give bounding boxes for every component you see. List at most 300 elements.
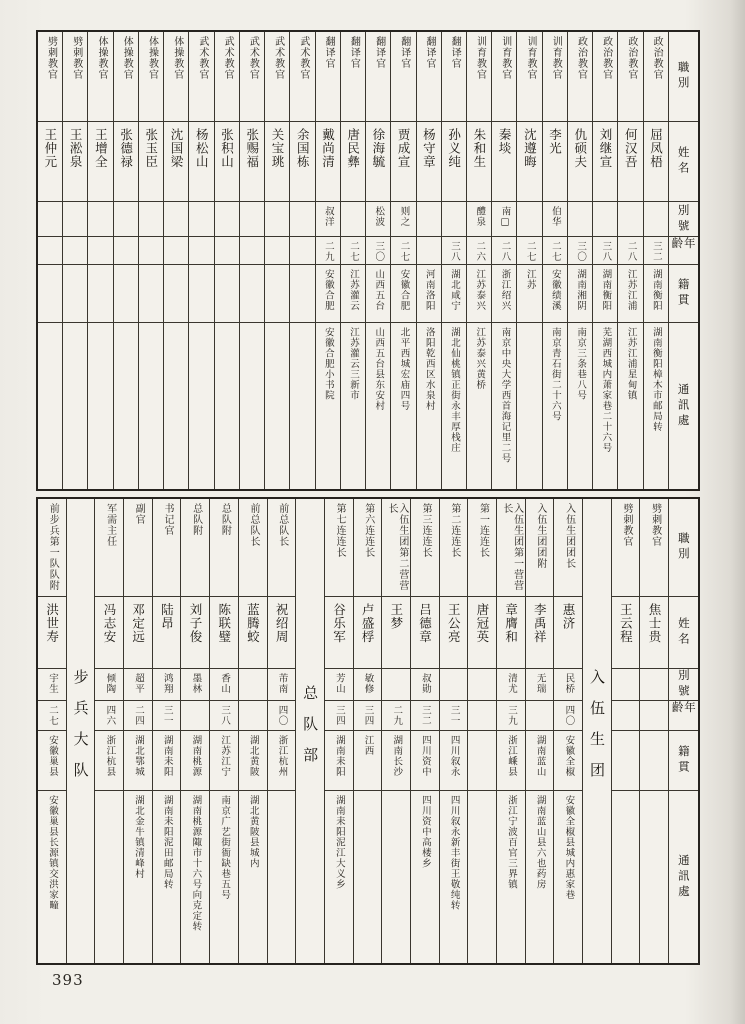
age-cell <box>497 701 525 731</box>
alias-text: 民桥 <box>563 673 575 694</box>
age-cell <box>240 237 264 265</box>
name-text: 王公亮 <box>446 603 462 644</box>
role-text: 第一连连长 <box>477 503 489 558</box>
address-cell <box>114 323 138 489</box>
address-cell <box>417 323 441 489</box>
role-cell <box>593 32 617 122</box>
origin-cell <box>325 731 353 791</box>
section-label: 总队部 <box>301 684 320 778</box>
role-text: 体操教官 <box>95 36 107 80</box>
age-text: 三〇 <box>373 241 385 262</box>
address-cell <box>526 791 554 963</box>
section-label: 步兵大队 <box>71 669 90 793</box>
role-text: 第三连连长 <box>420 503 432 558</box>
alias-cell <box>268 669 296 701</box>
person-column <box>38 499 66 963</box>
alias-cell <box>442 202 466 237</box>
role-cell <box>517 32 541 122</box>
alias-cell <box>526 669 554 701</box>
origin-cell <box>442 265 466 323</box>
name-text: 戴尚清 <box>320 128 336 169</box>
alias-cell <box>468 669 496 701</box>
origin-text: 湖南长沙 <box>391 735 403 777</box>
address-cell <box>382 791 410 963</box>
alias-cell <box>492 202 516 237</box>
alias-cell <box>215 202 239 237</box>
alias-text: 则之 <box>398 206 410 227</box>
origin-text: 湖南耒阳 <box>333 735 345 777</box>
origin-cell <box>391 265 415 323</box>
name-cell <box>268 597 296 669</box>
alias-text: 宇生 <box>46 673 58 694</box>
age-text: 三八 <box>600 241 612 262</box>
role-cell <box>88 32 112 122</box>
age-text: 三四 <box>362 705 374 726</box>
age-cell <box>612 701 640 731</box>
age-cell <box>95 701 123 731</box>
name-text: 王增全 <box>93 128 109 169</box>
address-cell <box>366 323 390 489</box>
address-cell <box>644 323 668 489</box>
age-cell <box>391 237 415 265</box>
person-column <box>439 499 468 963</box>
address-text: 江苏江浦星甸镇 <box>625 327 637 401</box>
role-cell <box>468 499 496 597</box>
name-text: 刘子俊 <box>188 603 204 644</box>
name-cell <box>526 597 554 669</box>
person-column <box>188 32 213 489</box>
role-cell <box>497 499 525 597</box>
age-text: 二七 <box>398 241 410 262</box>
name-text: 余国栋 <box>295 128 311 169</box>
name-text: 杨守章 <box>421 128 437 169</box>
alias-cell <box>210 669 238 701</box>
age-cell <box>554 701 582 731</box>
role-cell <box>354 499 382 597</box>
alias-cell <box>593 202 617 237</box>
section-divider-cell <box>296 499 324 963</box>
origin-cell <box>63 265 87 323</box>
person-column <box>353 499 382 963</box>
name-text: 李禹祥 <box>532 603 548 644</box>
name-text: 卢盛桴 <box>360 603 376 644</box>
address-text: 湖南蓝山县六也药房 <box>534 795 546 890</box>
origin-cell <box>38 265 62 323</box>
origin-text: 江苏泰兴 <box>474 269 486 311</box>
alias-cell <box>366 202 390 237</box>
address-cell <box>640 791 668 963</box>
person-column <box>592 32 617 489</box>
page-number: 393 <box>52 971 84 989</box>
role-cell <box>618 32 642 122</box>
name-text: 王云程 <box>618 603 634 644</box>
alias-text: 伯华 <box>549 206 561 227</box>
person-column <box>113 32 138 489</box>
person-column <box>87 32 112 489</box>
address-cell <box>265 323 289 489</box>
role-text: 体操教官 <box>121 36 133 80</box>
role-cell <box>189 32 213 122</box>
alias-cell <box>417 202 441 237</box>
age-cell <box>189 237 213 265</box>
origin-cell <box>114 265 138 323</box>
row-header-cell <box>669 323 698 489</box>
age-cell <box>268 701 296 731</box>
role-text: 劈刺教官 <box>45 36 57 80</box>
alias-cell <box>189 202 213 237</box>
alias-cell <box>153 669 181 701</box>
age-cell <box>442 237 466 265</box>
row-header-cell <box>669 237 698 265</box>
alias-text: 叔洋 <box>322 206 334 227</box>
alias-cell <box>391 202 415 237</box>
alias-cell <box>139 202 163 237</box>
name-cell <box>467 122 491 202</box>
name-cell <box>468 597 496 669</box>
row-header-cell <box>669 791 698 963</box>
age-text: 三二 <box>419 705 431 726</box>
role-text: 劈刺教官 <box>649 503 661 547</box>
role-cell <box>325 499 353 597</box>
address-text: 浙江宁波百官三界镇 <box>505 795 517 890</box>
origin-cell <box>265 265 289 323</box>
address-text: 南京中央大学西首海记里二号 <box>499 327 511 464</box>
row-header-cell <box>669 202 698 237</box>
name-cell <box>366 122 390 202</box>
name-cell <box>492 122 516 202</box>
person-column <box>62 32 87 489</box>
alias-text: 超平 <box>133 673 145 694</box>
alias-cell <box>265 202 289 237</box>
alias-cell <box>644 202 668 237</box>
row-header-cell <box>669 122 698 202</box>
origin-text: 安徽合肥 <box>398 269 410 311</box>
person-column <box>467 499 496 963</box>
role-cell <box>417 32 441 122</box>
address-cell <box>497 791 525 963</box>
name-cell <box>341 122 365 202</box>
name-cell <box>644 122 668 202</box>
person-column <box>209 499 238 963</box>
person-column <box>264 32 289 489</box>
alias-text: 芾南 <box>276 673 288 694</box>
origin-text: 湖南湘阴 <box>575 269 587 311</box>
name-cell <box>124 597 152 669</box>
address-cell <box>325 791 353 963</box>
section-divider-cell <box>583 499 611 963</box>
row-header-cell <box>669 701 698 731</box>
role-cell <box>382 499 410 597</box>
role-text: 武术教官 <box>247 36 259 80</box>
row-header-text: 職別 <box>676 61 691 92</box>
age-text: 二九 <box>322 241 334 262</box>
row-header-text: 通訊處 <box>676 853 691 901</box>
name-cell <box>618 122 642 202</box>
role-cell <box>644 32 668 122</box>
age-text: 二七 <box>524 241 536 262</box>
alias-cell <box>239 669 267 701</box>
section-divider-column <box>295 499 324 963</box>
age-cell <box>618 237 642 265</box>
age-text: 三八 <box>448 241 460 262</box>
row-header-text: 姓名 <box>676 617 691 648</box>
alias-cell <box>88 202 112 237</box>
origin-text: 湖南衡阳 <box>600 269 612 311</box>
role-text: 训育教官 <box>550 36 562 80</box>
role-cell <box>240 32 264 122</box>
address-cell <box>492 323 516 489</box>
role-cell <box>124 499 152 597</box>
person-column <box>441 32 466 489</box>
origin-text: 湖南耒阳 <box>161 735 173 777</box>
person-column <box>180 499 209 963</box>
age-cell <box>210 701 238 731</box>
alias-text: 松波 <box>373 206 385 227</box>
role-cell <box>366 32 390 122</box>
origin-cell <box>593 265 617 323</box>
role-text: 武术教官 <box>272 36 284 80</box>
address-text: 湖南耒阳泥江大义乡 <box>333 795 345 890</box>
person-column <box>611 499 640 963</box>
origin-cell <box>526 731 554 791</box>
address-cell <box>593 323 617 489</box>
name-text: 孙义纯 <box>446 128 462 169</box>
origin-text: 安徽绩溪 <box>549 269 561 311</box>
role-text: 劈刺教官 <box>70 36 82 80</box>
address-cell <box>618 323 642 489</box>
address-cell <box>88 323 112 489</box>
row-header-text: 姓名 <box>676 146 691 177</box>
name-text: 仇硕夫 <box>572 128 588 169</box>
alias-cell <box>517 202 541 237</box>
address-cell <box>63 323 87 489</box>
age-text: 二七 <box>549 241 561 262</box>
name-text: 秦埮 <box>497 128 513 155</box>
age-cell <box>316 237 340 265</box>
alias-text: 叔勋 <box>419 673 431 694</box>
address-cell <box>38 791 66 963</box>
name-cell <box>440 597 468 669</box>
row-header-text: 年齡 <box>670 701 698 717</box>
age-cell <box>265 237 289 265</box>
address-cell <box>95 791 123 963</box>
person-column <box>567 32 592 489</box>
person-column <box>542 32 567 489</box>
role-text: 政治教官 <box>651 36 663 80</box>
name-cell <box>38 597 66 669</box>
alias-cell <box>382 669 410 701</box>
role-cell <box>38 32 62 122</box>
person-column <box>152 499 181 963</box>
role-text: 翻译官 <box>424 36 436 69</box>
address-cell <box>215 323 239 489</box>
role-text: 体操教官 <box>146 36 158 80</box>
person-column <box>381 499 410 963</box>
role-cell <box>568 32 592 122</box>
role-cell <box>492 32 516 122</box>
name-text: 何汉吾 <box>623 128 639 169</box>
address-text: 湖北仙桃镇正街永丰厚栈庄 <box>448 327 460 453</box>
address-text: 四川资中高楼乡 <box>419 795 431 869</box>
origin-text: 河南洛阳 <box>423 269 435 311</box>
age-cell <box>325 701 353 731</box>
age-text: 二九 <box>391 705 403 726</box>
name-text: 刘继宣 <box>598 128 614 169</box>
address-text: 洛阳乾西区水泉村 <box>423 327 435 411</box>
section-label: 入伍生团 <box>588 669 606 793</box>
alias-cell <box>618 202 642 237</box>
age-cell <box>354 701 382 731</box>
role-text: 翻译官 <box>449 36 461 69</box>
age-text: 四六 <box>104 705 116 726</box>
name-text: 陈联璧 <box>216 603 232 644</box>
name-text: 谷乐军 <box>331 603 347 644</box>
age-text: 二四 <box>133 705 145 726</box>
origin-text: 浙江嵊县 <box>505 735 517 777</box>
person-column <box>289 32 314 489</box>
origin-text: 湖南蓝山 <box>534 735 546 777</box>
origin-cell <box>497 731 525 791</box>
address-cell <box>440 791 468 963</box>
address-cell <box>341 323 365 489</box>
role-cell <box>290 32 314 122</box>
address-text: 南京三条巷八号 <box>575 327 587 401</box>
age-text: 三一 <box>448 705 460 726</box>
address-text: 安徽巢县长源镇交洪家疃 <box>46 795 58 911</box>
origin-text: 江苏灌云 <box>348 269 360 311</box>
origin-cell <box>554 731 582 791</box>
origin-cell <box>290 265 314 323</box>
role-cell <box>164 32 188 122</box>
address-text: 江苏泰兴黄桥 <box>474 327 486 390</box>
role-cell <box>341 32 365 122</box>
role-text: 政治教官 <box>600 36 612 80</box>
role-cell <box>554 499 582 597</box>
age-cell <box>468 701 496 731</box>
alias-cell <box>95 669 123 701</box>
person-column <box>390 32 415 489</box>
role-text: 入伍生团第二营营长 <box>386 503 408 591</box>
origin-cell <box>189 265 213 323</box>
alias-cell <box>568 202 592 237</box>
address-cell <box>124 791 152 963</box>
address-text: 湖南耒阳泥田邮局转 <box>161 795 173 890</box>
name-text: 王仲元 <box>42 128 58 169</box>
name-cell <box>382 597 410 669</box>
age-cell <box>124 701 152 731</box>
name-cell <box>265 122 289 202</box>
origin-text: 湖南衡阳 <box>650 269 662 311</box>
person-column <box>324 499 353 963</box>
origin-cell <box>366 265 390 323</box>
name-text: 唐民彝 <box>345 128 361 169</box>
age-text: 二八 <box>625 241 637 262</box>
person-column <box>491 32 516 489</box>
name-cell <box>391 122 415 202</box>
person-column <box>365 32 390 489</box>
name-text: 屈凤梧 <box>648 128 664 169</box>
role-text: 政治教官 <box>625 36 637 80</box>
name-text: 张赐福 <box>244 128 260 169</box>
name-cell <box>239 597 267 669</box>
name-cell <box>417 122 441 202</box>
role-text: 训育教官 <box>524 36 536 80</box>
age-text: 三一 <box>161 705 173 726</box>
address-cell <box>290 323 314 489</box>
origin-cell <box>640 731 668 791</box>
name-cell <box>543 122 567 202</box>
role-cell <box>210 499 238 597</box>
address-text: 山西五台县东安村 <box>373 327 385 411</box>
person-column <box>267 499 296 963</box>
name-text: 陆昂 <box>159 603 175 630</box>
role-cell <box>114 32 138 122</box>
role-text: 翻译官 <box>323 36 335 69</box>
alias-cell <box>38 669 66 701</box>
origin-cell <box>417 265 441 323</box>
person-column <box>466 32 491 489</box>
address-text: 湖北黄陂县城内 <box>247 795 259 869</box>
address-cell <box>568 323 592 489</box>
address-text: 湖北金牛镇清峰村 <box>133 795 145 879</box>
alias-cell <box>543 202 567 237</box>
row-header-text: 職別 <box>676 532 691 563</box>
age-cell <box>114 237 138 265</box>
age-cell <box>366 237 390 265</box>
age-cell <box>38 237 62 265</box>
alias-cell <box>290 202 314 237</box>
person-column <box>239 32 264 489</box>
address-cell <box>612 791 640 963</box>
origin-text: 江西 <box>362 735 374 756</box>
alias-cell <box>497 669 525 701</box>
origin-cell <box>139 265 163 323</box>
person-column <box>123 499 152 963</box>
role-text: 翻译官 <box>398 36 410 69</box>
origin-cell <box>411 731 439 791</box>
address-text: 北平西城宏庙四号 <box>398 327 410 411</box>
role-cell <box>442 32 466 122</box>
address-cell <box>543 323 567 489</box>
person-column <box>416 32 441 489</box>
address-text: 芜湖西城内萧家巷二十六号 <box>600 327 612 453</box>
address-cell <box>354 791 382 963</box>
age-cell <box>139 237 163 265</box>
role-cell <box>526 499 554 597</box>
origin-text: 安徽全椒 <box>563 735 575 777</box>
age-text: 二六 <box>474 241 486 262</box>
address-text: 湖南衡阳樟木市邮局转 <box>650 327 662 432</box>
person-column <box>639 499 668 963</box>
row-header-text: 別號 <box>676 669 691 700</box>
address-cell <box>316 323 340 489</box>
name-cell <box>325 597 353 669</box>
alias-cell <box>164 202 188 237</box>
role-text: 总队附 <box>219 503 231 536</box>
role-text: 前步兵第一队队附 <box>47 503 59 591</box>
age-cell <box>290 237 314 265</box>
address-text: 安徽合肥小书院 <box>322 327 334 401</box>
role-text: 武术教官 <box>196 36 208 80</box>
age-cell <box>593 237 617 265</box>
age-cell <box>411 701 439 731</box>
name-text: 张德禄 <box>118 128 134 169</box>
origin-text: 湖南桃源 <box>190 735 202 777</box>
name-text: 徐海毓 <box>370 128 386 169</box>
origin-cell <box>316 265 340 323</box>
alias-cell <box>341 202 365 237</box>
age-text: 四〇 <box>276 705 288 726</box>
